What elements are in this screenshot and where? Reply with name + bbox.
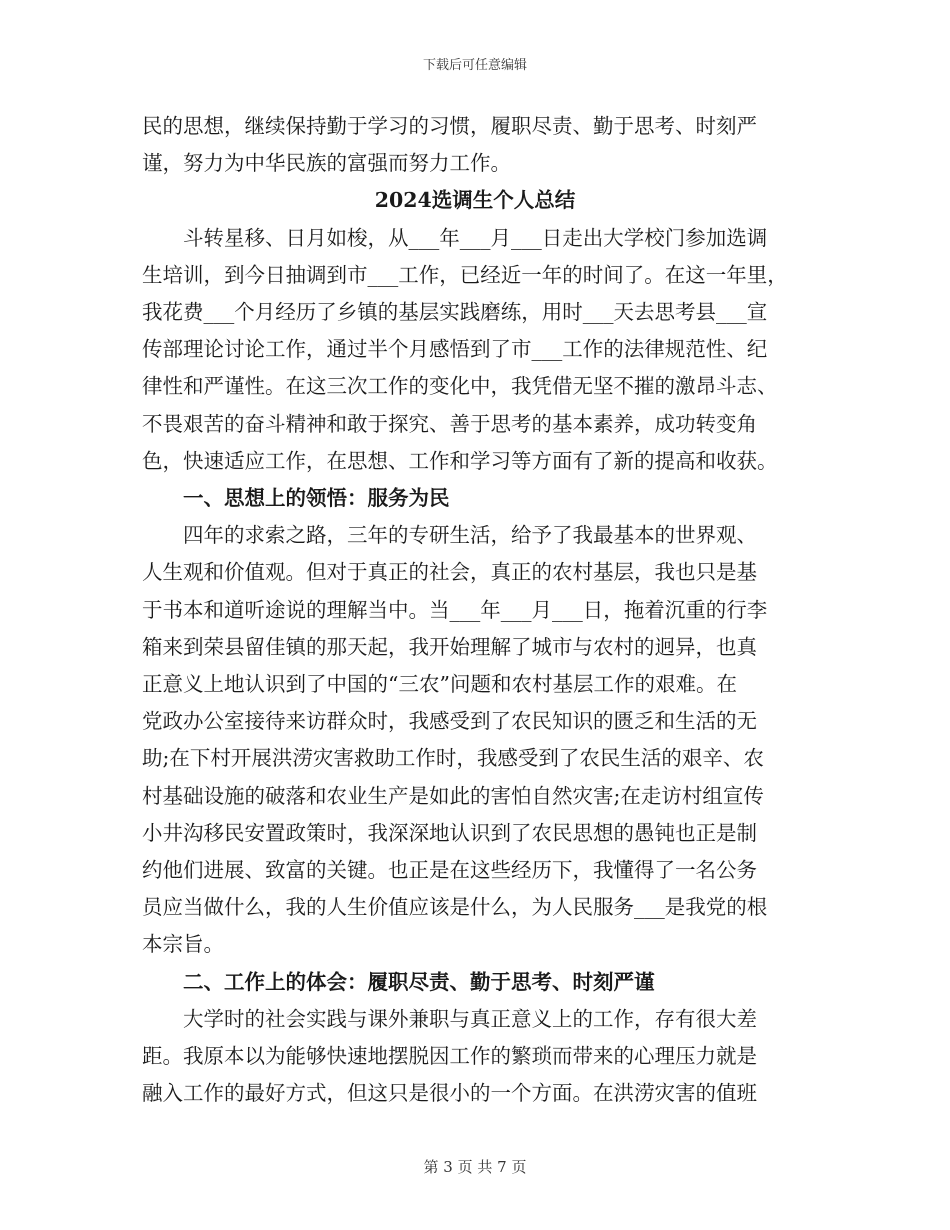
paragraph-line: 箱来到荣县留佳镇的那天起，我开始理解了城市与农村的迥异，也真 [142,634,757,659]
paragraph-line: 人生观和价值观。但对于真正的社会，真正的农村基层，我也只是基 [142,560,757,585]
paragraph-line: 村基础设施的破落和农业生产是如此的害怕自然灾害;在走访村组宣传 [142,783,764,808]
paragraph-line: 党政办公室接待来访群众时，我感受到了农民知识的匮乏和生活的无 [142,709,757,734]
paragraph-line: 四年的求索之路，三年的专研生活，给予了我最基本的世界观、 [183,523,757,548]
section-heading: 二、工作上的体会：履职尽责、勤于思考、时刻严谨 [183,969,655,994]
paragraph-line: 传部理论讨论工作，通过半个月感悟到了市___工作的法律规范性、纪 [142,337,768,362]
paragraph-line: 距。我原本以为能够快速地摆脱因工作的繁琐而带来的心理压力就是 [142,1044,757,1069]
section-heading: 一、思想上的领悟：服务为民 [183,486,450,511]
paragraph-line: 不畏艰苦的奋斗精神和敢于探究、善于思考的基本素养，成功转变角 [142,411,757,436]
page-header: 下载后可任意编辑 [422,58,527,73]
paragraph-line: 正意义上地认识到了中国的“三农”问题和农村基层工作的艰难。在 [142,672,737,697]
paragraph-line: 员应当做什么，我的人生价值应该是什么，为人民服务___是我党的根 [142,895,768,920]
document-title: 2024选调生个人总结 [374,188,576,213]
paragraph-line: 我花费___个月经历了乡镇的基层实践磨练，用时___天去思考县___宣 [142,300,768,325]
paragraph-line: 小井沟移民安置政策时，我深深地认识到了农民思想的愚钝也正是制 [142,820,757,845]
paragraph-line: 律性和严谨性。在这三次工作的变化中，我凭借无坚不摧的激昂斗志、 [142,374,778,399]
paragraph-line: 大学时的社会实践与课外兼职与真正意义上的工作，存有很大差 [183,1006,757,1031]
paragraph-line: 约他们进展、致富的关键。也正是在这些经历下，我懂得了一名公务 [142,858,757,883]
page-number: 第 3 页 共 7 页 [423,1158,527,1176]
paragraph-line: 谨，努力为中华民族的富强而努力工作。 [142,151,511,176]
document-body [142,108,808,1112]
paragraph-line: 助;在下村开展洪涝灾害救助工作时，我感受到了农民生活的艰辛、农 [142,746,764,771]
paragraph-line: 斗转星移、日月如梭，从___年___月___日走出大学校门参加选调 [183,225,768,250]
paragraph-line: 于书本和道听途说的理解当中。当___年___月___日，拖着沉重的行李 [142,597,768,622]
paragraph-line: 生培训，到今日抽调到市___工作，已经近一年的时间了。在这一年里， [142,262,788,287]
paragraph-line: 色，快速适应工作，在思想、工作和学习等方面有了新的提高和收获。 [142,448,778,473]
paragraph-line: 融入工作的最好方式，但这只是很小的一个方面。在洪涝灾害的值班 [142,1081,757,1106]
paragraph-line: 民的思想，继续保持勤于学习的习惯，履职尽责、勤于思考、时刻严 [142,114,757,138]
paragraph-line: 本宗旨。 [142,932,224,957]
